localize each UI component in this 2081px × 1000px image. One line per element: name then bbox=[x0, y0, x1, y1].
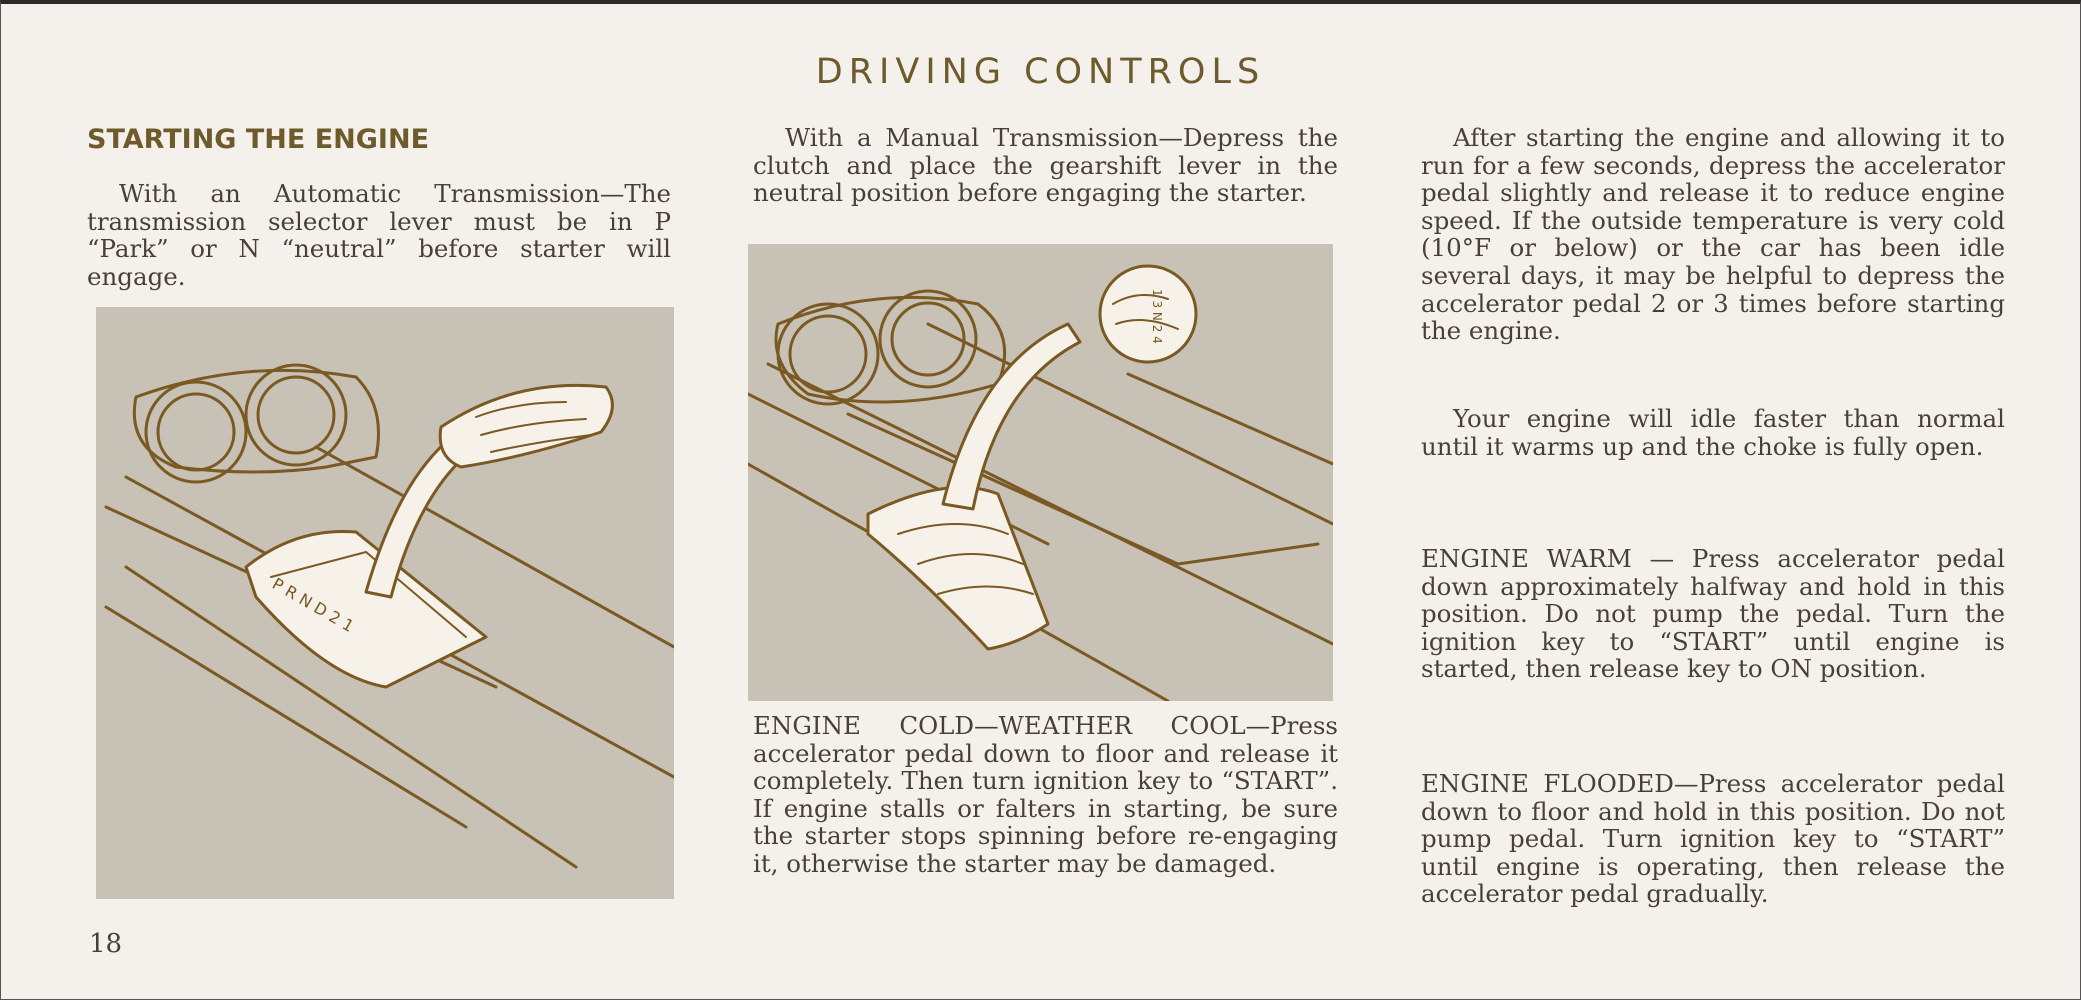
automatic-transmission-paragraph: With an Automatic Transmission—The transmission selector lever must be in P “Park” or N “neutral” before starter will engage. bbox=[87, 179, 671, 291]
engine-flooded-paragraph: ENGINE FLOODED—Press accelerator pedal down to floor and hold in this position. Do not pump pedal. Turn ignition key to “START” until engine is operating, then release the accelerator pedal gradually. bbox=[1421, 769, 2005, 909]
manual-transmission-paragraph: With a Manual Transmission—Depress the clutch and place the gearshift lever in the neutral position before engaging the starter. bbox=[753, 123, 1338, 208]
gear-indicator-text: P R N D 2 1 bbox=[269, 574, 358, 636]
automatic-transmission-illustration bbox=[96, 307, 674, 899]
page-title: DRIVING CONTROLS bbox=[815, 52, 1266, 92]
after-starting-paragraph: After starting the engine and allowing it to run for a few seconds, depress the accelerator pedal slightly and release it to reduce engine speed. If the outside temperature is very cold (10°F or below) or the car has been idle several days, it may be helpful to depress the accelerator pedal 2 or 3 times before starting the engine. bbox=[1421, 123, 2005, 346]
engine-warm-paragraph: ENGINE WARM — Press accelerator pedal down approximately halfway and hold in this position. Do not pump the pedal. Turn the ignition key to “START” until engine is started, then release key to ON position. bbox=[1421, 544, 2005, 684]
idle-faster-paragraph: Your engine will idle faster than normal until it warms up and the choke is fully open. bbox=[1421, 404, 2005, 461]
page-number: 18 bbox=[89, 929, 123, 959]
engine-cold-paragraph: ENGINE COLD—WEATHER COOL—Press accelerator pedal down to floor and release it completely. Then turn ignition key to “START”. If engine stalls or falters in starting, be sure the starter stops spinning before re-engaging it, otherwise the starter may be damaged. bbox=[753, 711, 1338, 878]
shift-pattern-text: 1 3 N 2 4 bbox=[1150, 289, 1164, 344]
manual-transmission-illustration bbox=[748, 244, 1333, 701]
section-heading: STARTING THE ENGINE bbox=[87, 124, 430, 155]
